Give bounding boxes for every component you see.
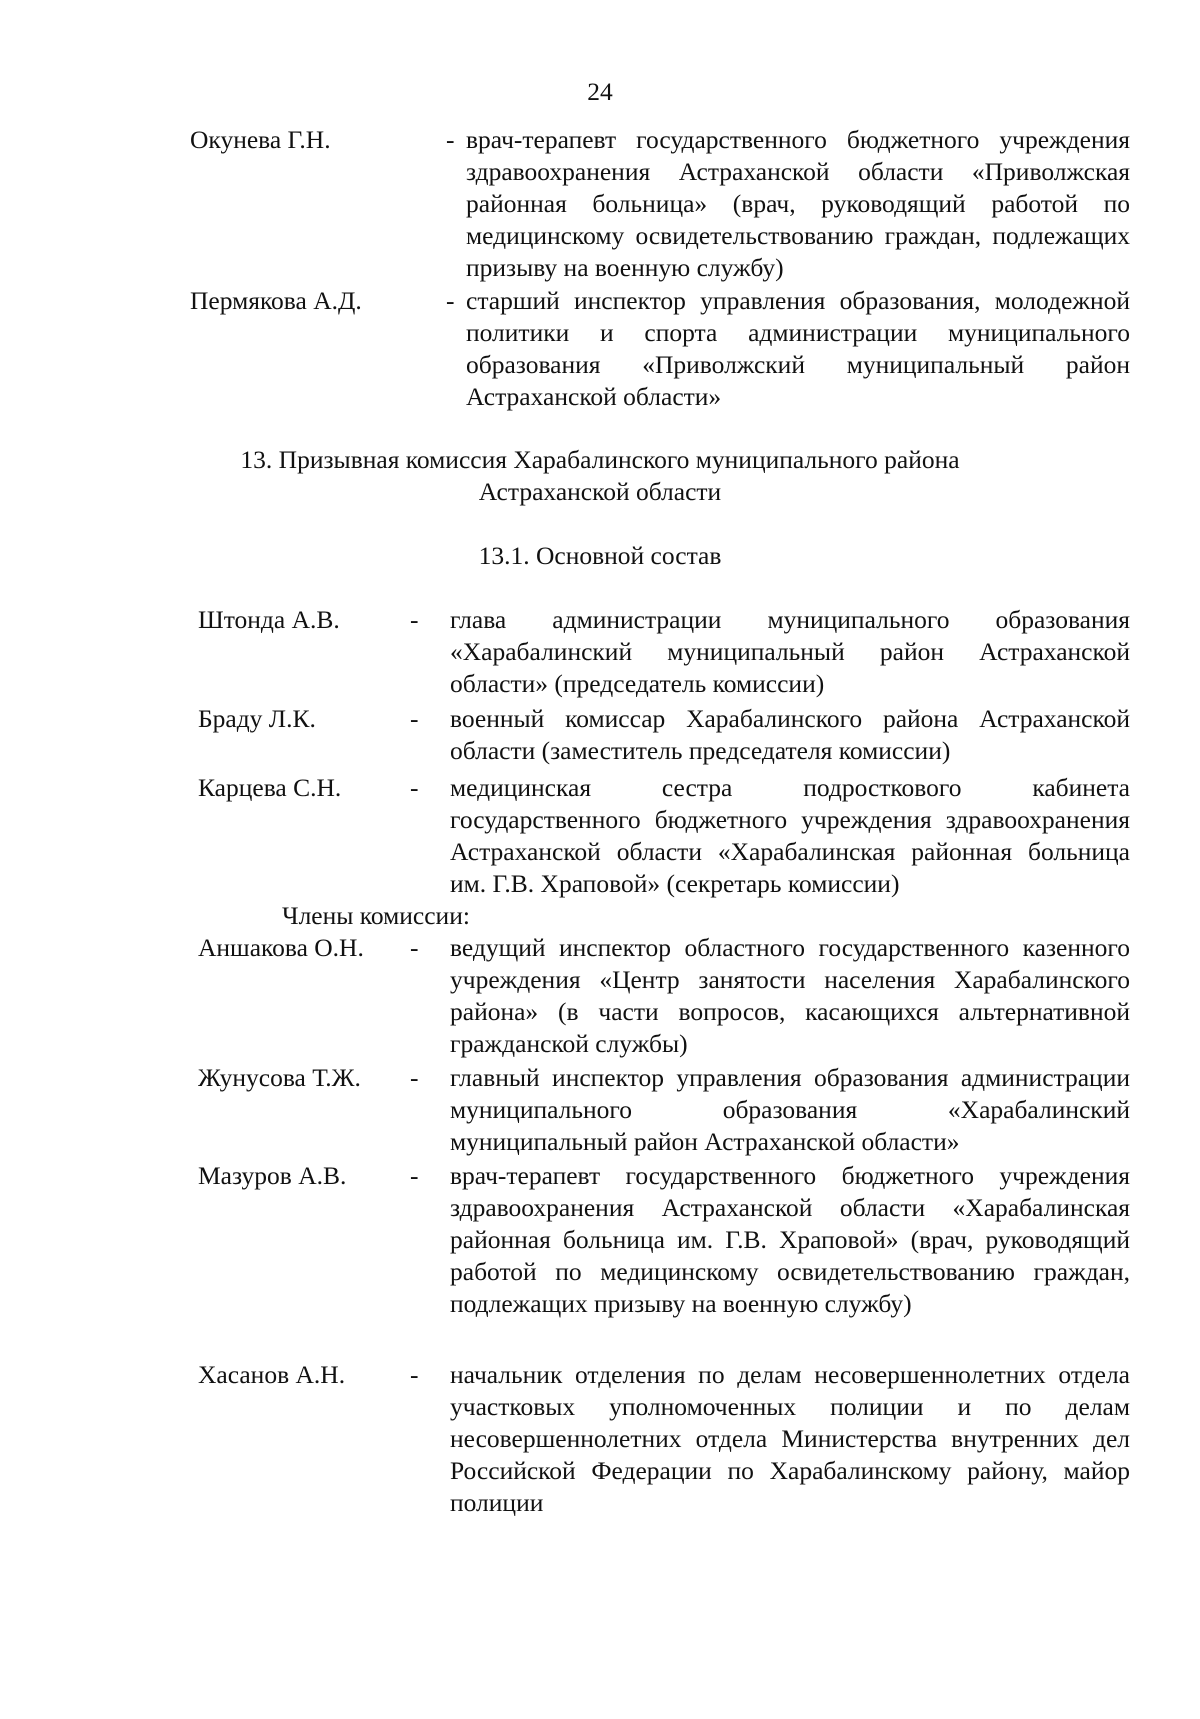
entry-name: Аншакова О.Н. — [198, 933, 364, 962]
entry-dash: - — [410, 1360, 419, 1389]
entry-description: врач-терапевт государственного бюджетного учреждения здравоохранения Астраханской области «Приволжская районная больница» (врач, руководящий работой по медицинскому освидетельствованию граждан, подлежащих призыву на военную службу) — [466, 125, 1130, 282]
entry-description: начальник отделения по делам несовершеннолетних отдела участковых уполномоченных полиции и по делам несовершеннолетних отдела Министерства внутренних дел Российской Федерации по Харабалинскому району, майор полиции — [450, 1360, 1130, 1517]
entry-dash: - — [446, 125, 455, 154]
entry-dash: - — [410, 1063, 419, 1092]
entry-dash: - — [410, 933, 419, 962]
entry-description: главный инспектор управления образования администрации муниципального образования «Харабалинский муниципальный район Астраханской области» — [450, 1063, 1130, 1156]
page-number: 24 — [587, 77, 613, 106]
section-heading-line2: Астраханской области — [478, 477, 722, 506]
entry-description: ведущий инспектор областного государственного казенного учреждения «Центр занятости населения Харабалинского района» (в части вопросов, касающихся альтернативной гражданской службы) — [450, 933, 1130, 1058]
entry-shtonda — [198, 604, 1130, 704]
section-heading-line1: 13. Призывная комиссия Харабалинского муниципального района — [240, 445, 960, 474]
entry-mazurov — [198, 1160, 1130, 1360]
entry-permyakova — [190, 285, 1130, 415]
entry-zhunusova — [198, 1062, 1130, 1162]
entry-kartseva — [198, 772, 1130, 902]
members-label: Члены комиссии: — [282, 901, 470, 930]
entry-okuneva — [190, 124, 1130, 284]
entry-name: Хасанов А.Н. — [198, 1360, 346, 1389]
entry-name: Карцева С.Н. — [198, 773, 342, 802]
entry-description: врач-терапевт государственного бюджетного учреждения здравоохранения Астраханской области «Харабалинская районная больница им. Г.В. Храповой» (врач, руководящий работой по медицинскому освидетельствованию граждан, подлежащих призыву на военную службу) — [450, 1161, 1130, 1318]
entry-name: Жунусова Т.Ж. — [198, 1063, 361, 1092]
entry-bradu — [198, 703, 1130, 773]
entry-name: Пермякова А.Д. — [190, 286, 362, 315]
subsection-heading: 13.1. Основной состав — [478, 541, 722, 570]
entry-name: Штонда А.В. — [198, 605, 340, 634]
entry-khasanov — [198, 1359, 1130, 1529]
entry-dash: - — [446, 286, 455, 315]
entry-description: медицинская сестра подросткового кабинета государственного бюджетного учреждения здравоохранения Астраханской области «Харабалинская районная больница им. Г.В. Храповой» (секретарь комиссии) — [450, 773, 1130, 898]
entry-dash: - — [410, 1161, 419, 1190]
entry-name: Окунева Г.Н. — [190, 125, 331, 154]
entry-name: Браду Л.К. — [198, 704, 316, 733]
entry-name: Мазуров А.В. — [198, 1161, 347, 1190]
entry-anshakova — [198, 932, 1130, 1062]
entry-dash: - — [410, 605, 419, 634]
entry-dash: - — [410, 773, 419, 802]
entry-description: старший инспектор управления образования, молодежной политики и спорта администрации муниципального образования «Приволжский муниципальный район Астраханской области» — [466, 286, 1130, 411]
entry-description: глава администрации муниципального образования «Харабалинский муниципальный район Астраханской области» (председатель комиссии) — [450, 605, 1130, 698]
entry-description: военный комиссар Харабалинского района Астраханской области (заместитель председателя комиссии) — [450, 704, 1130, 765]
entry-dash: - — [410, 704, 419, 733]
